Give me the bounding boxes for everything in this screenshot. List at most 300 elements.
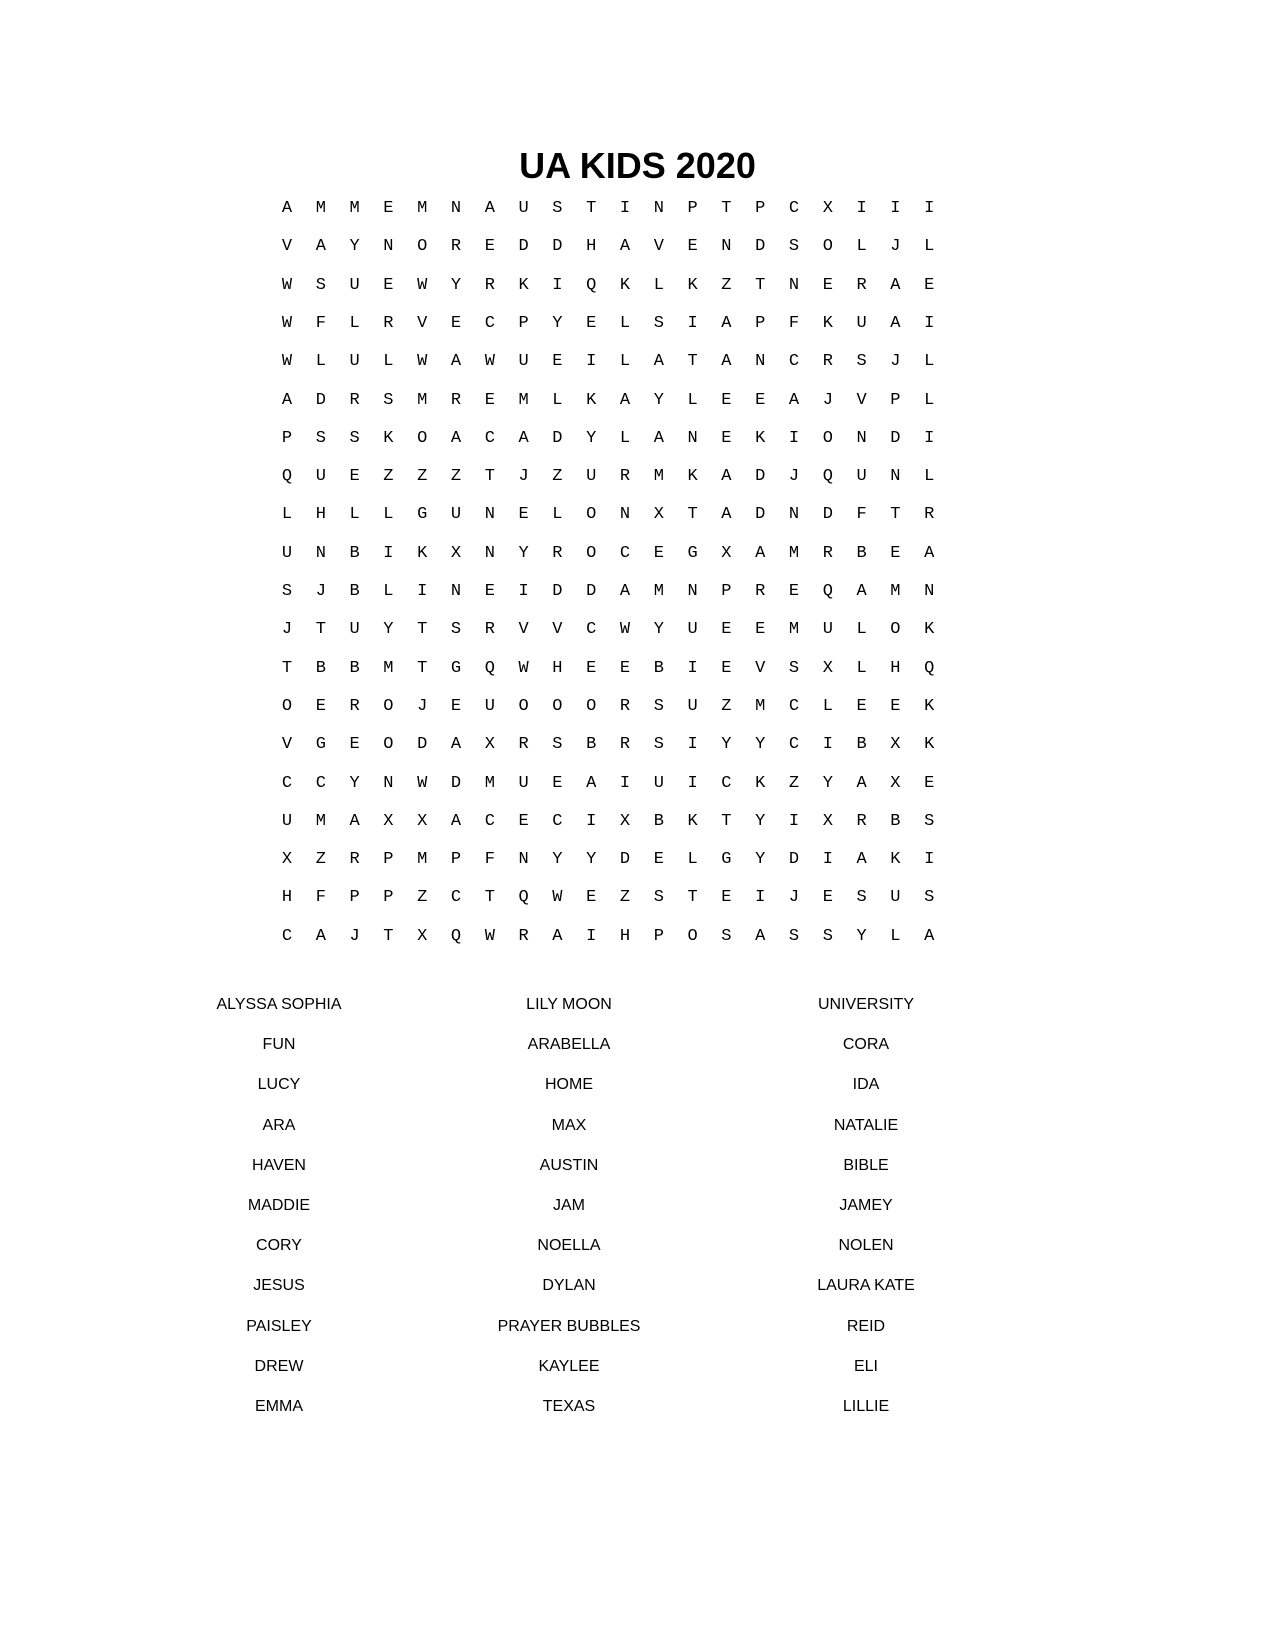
grid-letter: W (417, 352, 428, 372)
word-item: LUCY (257, 1076, 301, 1094)
grid-letter: L (349, 505, 360, 525)
letter-grid (283, 198, 992, 978)
grid-letter: E (450, 696, 462, 716)
grid-letter: F (856, 505, 867, 525)
grid-letter: A (281, 199, 293, 218)
grid-letter: A (619, 237, 631, 257)
grid-letter: A (450, 735, 462, 755)
grid-letter: O (687, 926, 698, 946)
grid-letter: G (417, 505, 428, 525)
grid-letter: J (822, 390, 833, 410)
grid-letter: M (417, 850, 428, 870)
grid-letter: K (687, 467, 698, 487)
grid-letter: M (788, 620, 800, 640)
grid-letter: S (281, 582, 293, 601)
grid-letter: A (586, 773, 597, 793)
grid-letter: Q (924, 658, 935, 678)
grid-letter: I (890, 199, 901, 218)
grid-letter: O (586, 505, 597, 525)
word-item: JESUS (253, 1277, 305, 1295)
grid-letter: L (856, 620, 867, 640)
grid-letter: G (450, 658, 462, 678)
grid-letter: X (653, 505, 664, 525)
grid-letter: A (856, 582, 867, 601)
grid-letter: Y (518, 543, 529, 563)
grid-letter: U (349, 620, 360, 640)
grid-letter: P (755, 313, 766, 333)
grid-letter: K (822, 313, 833, 333)
grid-row (283, 466, 992, 488)
grid-letter: Q (518, 888, 529, 908)
grid-letter: S (552, 735, 563, 755)
grid-letter: L (924, 467, 935, 487)
grid-letter: C (450, 888, 462, 908)
grid-letter: F (484, 850, 495, 870)
grid-letter: S (788, 658, 800, 678)
grid-row (283, 543, 992, 565)
grid-letter: P (755, 199, 766, 218)
grid-letter: N (484, 543, 495, 563)
grid-letter: O (552, 696, 563, 716)
grid-letter: K (890, 850, 901, 870)
grid-letter: N (653, 199, 664, 218)
grid-letter: K (518, 275, 529, 295)
grid-letter: L (890, 926, 901, 946)
grid-letter: U (281, 543, 293, 563)
grid-letter: D (822, 505, 833, 525)
grid-letter: Z (619, 888, 631, 908)
grid-letter: O (518, 696, 529, 716)
grid-letter: Q (822, 582, 833, 601)
grid-letter: I (924, 199, 935, 218)
grid-letter: A (450, 428, 462, 448)
grid-letter: S (653, 735, 664, 755)
grid-letter: W (619, 620, 631, 640)
grid-letter: Y (755, 811, 766, 831)
word-item: DREW (254, 1357, 304, 1375)
grid-letter: E (619, 658, 631, 678)
grid-letter: M (653, 467, 664, 487)
grid-letter: X (281, 850, 293, 870)
grid-letter: Y (822, 773, 833, 793)
grid-letter: H (586, 237, 597, 257)
grid-letter: K (687, 275, 698, 295)
word-item: PRAYER BUBBLES (497, 1317, 641, 1335)
grid-letter: D (552, 428, 563, 448)
grid-letter: L (619, 428, 631, 448)
grid-letter: W (417, 773, 428, 793)
grid-letter: S (822, 926, 833, 946)
word-item: CORY (256, 1237, 302, 1255)
grid-letter: L (924, 390, 935, 410)
grid-letter: V (281, 735, 293, 755)
grid-letter: D (518, 237, 529, 257)
grid-letter: C (788, 352, 800, 372)
grid-letter: Y (653, 620, 664, 640)
grid-letter: L (856, 237, 867, 257)
grid-letter: O (417, 237, 428, 257)
grid-letter: I (822, 735, 833, 755)
grid-letter: S (315, 428, 326, 448)
grid-letter: H (315, 505, 326, 525)
grid-letter: E (349, 467, 360, 487)
grid-letter: R (619, 467, 631, 487)
grid-letter: S (349, 428, 360, 448)
grid-letter: O (890, 620, 901, 640)
grid-letter: A (721, 505, 732, 525)
grid-letter: E (586, 888, 597, 908)
grid-letter: I (788, 428, 800, 448)
grid-letter: D (890, 428, 901, 448)
grid-letter: E (687, 237, 698, 257)
word-item: EMMA (255, 1398, 303, 1415)
grid-letter: G (721, 850, 732, 870)
grid-letter: W (281, 313, 293, 333)
grid-letter: R (924, 505, 935, 525)
grid-letter: E (552, 773, 563, 793)
grid-letter: D (552, 237, 563, 257)
grid-letter: E (552, 352, 563, 372)
grid-letter: R (822, 352, 833, 372)
grid-letter: X (822, 199, 833, 218)
grid-letter: N (315, 543, 326, 563)
grid-letter: M (349, 199, 360, 218)
word-item: HOME (545, 1076, 593, 1094)
grid-letter: R (856, 811, 867, 831)
grid-letter: E (586, 658, 597, 678)
grid-letter: M (518, 390, 529, 410)
grid-letter: A (619, 582, 631, 601)
grid-letter: Y (586, 850, 597, 870)
grid-letter: Y (349, 773, 360, 793)
grid-letter: N (755, 352, 766, 372)
grid-letter: N (890, 467, 901, 487)
word-list (0, 996, 1275, 1495)
grid-letter: A (349, 811, 360, 831)
grid-letter: X (484, 735, 495, 755)
grid-letter: E (653, 850, 664, 870)
grid-letter: A (924, 543, 935, 563)
grid-letter: J (518, 467, 529, 487)
grid-letter: A (924, 926, 935, 946)
grid-letter: B (653, 811, 664, 831)
grid-letter: T (383, 926, 394, 946)
grid-letter: J (788, 888, 800, 908)
grid-letter: M (383, 658, 394, 678)
grid-letter: X (890, 773, 901, 793)
grid-letter: L (924, 237, 935, 257)
grid-letter: Z (315, 850, 326, 870)
grid-letter: O (383, 696, 394, 716)
grid-letter: L (383, 582, 394, 601)
grid-letter: E (518, 505, 529, 525)
grid-letter: I (788, 811, 800, 831)
grid-letter: K (755, 428, 766, 448)
grid-letter: Z (417, 888, 428, 908)
grid-letter: V (653, 237, 664, 257)
grid-letter: A (890, 275, 901, 295)
grid-letter: U (856, 313, 867, 333)
grid-letter: Y (653, 390, 664, 410)
grid-row (283, 773, 992, 795)
grid-letter: I (687, 313, 698, 333)
grid-letter: L (552, 390, 563, 410)
grid-letter: I (755, 888, 766, 908)
grid-letter: M (484, 773, 495, 793)
grid-letter: U (856, 467, 867, 487)
grid-letter: S (552, 199, 563, 218)
grid-letter: J (890, 237, 901, 257)
grid-row (283, 811, 992, 833)
grid-letter: N (484, 505, 495, 525)
grid-letter: L (619, 352, 631, 372)
grid-letter: C (281, 773, 293, 793)
grid-letter: Z (417, 467, 428, 487)
grid-letter: R (518, 735, 529, 755)
grid-letter: T (315, 620, 326, 640)
grid-letter: N (619, 505, 631, 525)
grid-letter: N (450, 582, 462, 601)
grid-letter: G (687, 543, 698, 563)
grid-letter: O (822, 428, 833, 448)
grid-letter: U (349, 352, 360, 372)
grid-letter: S (383, 390, 394, 410)
grid-letter: B (349, 582, 360, 601)
grid-letter: M (890, 582, 901, 601)
grid-letter: J (788, 467, 800, 487)
grid-row (283, 619, 992, 641)
grid-letter: I (417, 582, 428, 601)
grid-letter: R (484, 275, 495, 295)
grid-letter: U (450, 505, 462, 525)
grid-letter: I (586, 352, 597, 372)
grid-letter: Y (450, 275, 462, 295)
grid-letter: R (484, 620, 495, 640)
grid-letter: B (586, 735, 597, 755)
grid-letter: K (924, 735, 935, 755)
grid-letter: I (586, 811, 597, 831)
grid-letter: S (788, 237, 800, 257)
grid-letter: U (586, 467, 597, 487)
grid-letter: R (383, 313, 394, 333)
grid-letter: D (552, 582, 563, 601)
grid-letter: E (450, 313, 462, 333)
grid-letter: I (687, 658, 698, 678)
grid-letter: N (924, 582, 935, 601)
grid-letter: E (721, 620, 732, 640)
grid-letter: A (721, 467, 732, 487)
grid-letter: C (484, 428, 495, 448)
word-item: CORA (842, 1036, 890, 1054)
grid-letter: I (924, 428, 935, 448)
grid-letter: A (450, 811, 462, 831)
grid-letter: A (484, 199, 495, 218)
grid-letter: L (315, 352, 326, 372)
grid-letter: G (315, 735, 326, 755)
grid-letter: X (450, 543, 462, 563)
grid-letter: I (619, 773, 631, 793)
grid-letter: C (484, 313, 495, 333)
grid-letter: E (822, 888, 833, 908)
word-item: NOLEN (838, 1237, 894, 1255)
grid-letter: E (788, 582, 800, 601)
grid-letter: K (619, 275, 631, 295)
grid-letter: E (721, 428, 732, 448)
grid-letter: X (417, 811, 428, 831)
grid-letter: X (721, 543, 732, 563)
word-item: PAISLEY (246, 1317, 312, 1335)
grid-letter: E (484, 237, 495, 257)
grid-row (283, 428, 992, 450)
grid-letter: Y (586, 428, 597, 448)
grid-letter: E (721, 658, 732, 678)
grid-letter: I (687, 773, 698, 793)
grid-letter: B (856, 543, 867, 563)
grid-letter: O (417, 428, 428, 448)
grid-letter: K (924, 696, 935, 716)
grid-letter: L (281, 505, 293, 525)
grid-letter: H (619, 926, 631, 946)
grid-letter: F (315, 888, 326, 908)
grid-letter: E (383, 199, 394, 218)
grid-letter: Y (552, 313, 563, 333)
word-item: ARABELLA (527, 1036, 611, 1054)
grid-letter: A (552, 926, 563, 946)
grid-letter: U (484, 696, 495, 716)
grid-letter: R (619, 696, 631, 716)
grid-letter: R (856, 275, 867, 295)
grid-row (283, 734, 992, 756)
grid-letter: L (383, 505, 394, 525)
grid-letter: P (450, 850, 462, 870)
grid-letter: M (417, 199, 428, 218)
grid-letter: Z (721, 696, 732, 716)
word-item: NOELLA (537, 1237, 601, 1255)
word-item: NATALIE (833, 1116, 899, 1134)
grid-letter: Q (822, 467, 833, 487)
grid-letter: M (417, 390, 428, 410)
grid-letter: I (586, 926, 597, 946)
grid-letter: Y (856, 926, 867, 946)
grid-letter: J (349, 926, 360, 946)
grid-row (283, 504, 992, 526)
grid-letter: S (924, 888, 935, 908)
grid-letter: H (281, 888, 293, 908)
grid-letter: X (619, 811, 631, 831)
grid-letter: B (349, 658, 360, 678)
grid-letter: S (653, 696, 664, 716)
grid-row (283, 275, 992, 297)
grid-letter: B (315, 658, 326, 678)
grid-letter: M (315, 811, 326, 831)
grid-letter: C (619, 543, 631, 563)
word-item: LILY MOON (526, 996, 612, 1013)
grid-letter: S (653, 888, 664, 908)
grid-letter: A (315, 237, 326, 257)
grid-letter: B (890, 811, 901, 831)
grid-letter: P (349, 888, 360, 908)
grid-letter: E (755, 390, 766, 410)
word-item: JAMEY (839, 1197, 893, 1214)
grid-letter: T (417, 658, 428, 678)
grid-letter: D (315, 390, 326, 410)
grid-letter: N (518, 850, 529, 870)
grid-letter: I (924, 850, 935, 870)
grid-letter: U (890, 888, 901, 908)
grid-letter: Q (586, 275, 597, 295)
grid-letter: E (349, 735, 360, 755)
grid-letter: E (484, 390, 495, 410)
grid-row (283, 658, 992, 680)
word-item: LAURA KATE (817, 1277, 915, 1295)
grid-letter: U (653, 773, 664, 793)
grid-letter: F (315, 313, 326, 333)
grid-letter: T (721, 199, 732, 218)
grid-letter: X (417, 926, 428, 946)
grid-letter: K (417, 543, 428, 563)
grid-letter: K (755, 773, 766, 793)
grid-letter: A (755, 543, 766, 563)
grid-letter: J (417, 696, 428, 716)
grid-letter: D (417, 735, 428, 755)
grid-letter: F (788, 313, 800, 333)
grid-letter: W (552, 888, 563, 908)
grid-letter: Y (383, 620, 394, 640)
grid-letter: V (856, 390, 867, 410)
grid-letter: E (315, 696, 326, 716)
grid-letter: C (788, 696, 800, 716)
word-item: KAYLEE (538, 1357, 600, 1375)
grid-letter: Y (721, 735, 732, 755)
grid-letter: U (281, 811, 293, 831)
grid-letter: Q (450, 926, 462, 946)
grid-letter: L (822, 696, 833, 716)
grid-letter: N (450, 199, 462, 218)
grid-letter: U (315, 467, 326, 487)
grid-letter: I (924, 313, 935, 333)
grid-letter: K (687, 811, 698, 831)
grid-letter: P (890, 390, 901, 410)
grid-letter: E (890, 696, 901, 716)
grid-letter: U (518, 773, 529, 793)
grid-letter: P (721, 582, 732, 601)
grid-letter: M (755, 696, 766, 716)
grid-letter: T (755, 275, 766, 295)
grid-letter: A (890, 313, 901, 333)
grid-letter: O (281, 696, 293, 716)
grid-letter: Q (281, 467, 293, 487)
grid-letter: W (484, 352, 495, 372)
grid-letter: D (755, 237, 766, 257)
grid-letter: R (619, 735, 631, 755)
word-item: MAX (551, 1116, 587, 1134)
grid-letter: L (653, 275, 664, 295)
grid-letter: B (653, 658, 664, 678)
grid-letter: E (822, 275, 833, 295)
word-item: ALYSSA SOPHIA (216, 996, 342, 1013)
grid-letter: I (822, 850, 833, 870)
grid-letter: C (788, 199, 800, 218)
grid-letter: H (890, 658, 901, 678)
grid-letter: A (315, 926, 326, 946)
grid-letter: V (552, 620, 563, 640)
grid-letter: N (721, 237, 732, 257)
grid-letter: E (586, 313, 597, 333)
word-item: AUSTIN (539, 1156, 599, 1174)
grid-letter: W (417, 275, 428, 295)
word-item: BIBLE (843, 1156, 889, 1174)
grid-letter: E (856, 696, 867, 716)
